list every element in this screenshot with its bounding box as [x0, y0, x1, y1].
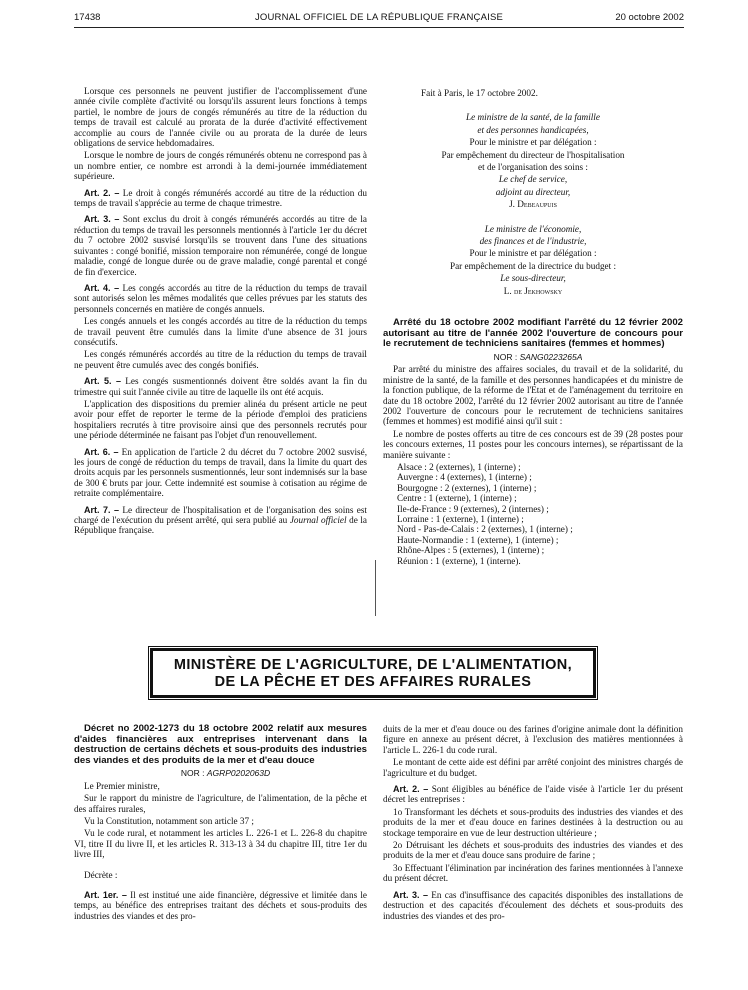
article-label: Art. 6. –	[84, 446, 119, 457]
arrete-title: Arrêté du 18 octobre 2002 modifiant l'arrêté du 12 février 2002 autorisant au titre de l'année 2002 l'ouverture de concours pour le recrutement de techniciens sanitaires (femmes et hommes)	[383, 317, 683, 350]
list-item: Centre : 1 (externe), 1 (interne) ;	[397, 493, 517, 504]
article-label: Art. 1er. –	[84, 890, 127, 901]
article-label: Art. 2. –	[84, 187, 120, 198]
article-label: Art. 7. –	[84, 504, 120, 515]
article-7	[74, 505, 367, 536]
article-3	[74, 214, 367, 276]
signature-line: Par empêchement de la directrice du budget :	[449, 260, 617, 271]
paragraph: Vu le code rural, et notamment les articles L. 226-1 et L. 226-8 du chapitre VI, titre II du livre II, et les articles R. 313-13 à 34 du chapitre III, titre 1er du livre III,	[74, 828, 367, 860]
list-item: Haute-Normandie : 1 (externe), 1 (interne) ;	[397, 534, 559, 545]
paragraph: Lorsque ces personnels ne peuvent justifier de l'accomplissement d'une année civile complète d'activité ou lorsqu'ils assurent leurs fonctions à temps partiel, le nombre de jours de congés rémunérés au titre de la réduction du temps de travail est calculé au prorata de la durée d'activité effectivement accomplie au cours de l'année civile ou au prorata de la durée de leurs obligations de service hebdomadaires.	[74, 86, 367, 149]
paragraph: L'application des dispositions du premier alinéa du présent article ne peut avoir pour effet de reporter le terme de la période d'emploi des praticiens hospitaliers recrutés à titre provisoire ainsi que des personnels recrutés pour une période déterminée ne faisant pas l'objet d'un renouvellement.	[74, 398, 367, 441]
nor-code: SANG0223265A	[519, 351, 583, 362]
signature-line: des finances et de l'industrie,	[479, 236, 587, 247]
signature-line: Le ministre de la santé, de la famille	[466, 112, 600, 123]
running-header	[74, 12, 684, 26]
list-item: Lorraine : 1 (externe), 1 (interne) ;	[397, 513, 524, 524]
article-6	[74, 447, 367, 499]
article-text: En application de l'article 2 du décret du 7 octobre 2002 susvisé, les jours de congé de réduction du temps de travail, dans la limite du quart des droits acquis par les personnels susmentionnés, leur sont indemnisés sur la base de 300 € bruts par jour. Cette indemnité est soumise à cotisation au régime de retraite complémentaire.	[74, 446, 368, 499]
ministry-banner	[150, 648, 596, 698]
list-item: Réunion : 1 (externe), 1 (interne).	[397, 555, 521, 566]
article-text: En cas d'insuffisance des capacités disponibles des installations de destruction et des capacités d'écoulement des déchets et sous-produits des industries des viandes et des pro-	[383, 889, 684, 921]
list-item: Ile-de-France : 9 (externes), 2 (internes) ;	[397, 503, 549, 514]
article-2	[383, 784, 683, 805]
right-column-bottom	[383, 724, 683, 923]
signature-line: Le chef de service,	[498, 174, 568, 185]
signature-line: Pour le ministre et par délégation :	[469, 137, 597, 148]
fait-a-paris: Fait à Paris, le 17 octobre 2002.	[421, 88, 538, 98]
article-label: Art. 2. –	[393, 784, 429, 795]
article-text: de la République française.	[74, 515, 368, 536]
ministry-line-1: MINISTÈRE DE L'AGRICULTURE, DE L'ALIMENTATION,	[173, 657, 573, 673]
signature-line: Par empêchement du directeur de l'hospitalisation	[441, 149, 625, 160]
article-text: Le directeur de l'hospitalisation et de l'organisation des soins est chargé de l'exécution du présent arrêté, qui sera publié au	[74, 504, 367, 526]
list-item: Rhône-Alpes : 5 (externes), 1 (interne) ;	[397, 545, 545, 556]
journal-officiel-italic: Journal officiel	[289, 515, 347, 526]
article-label: Art. 5. –	[84, 376, 121, 387]
list-item: Auvergne : 4 (externes), 1 (interne) ;	[397, 472, 532, 483]
signature-line: Pour le ministre et par délégation :	[469, 248, 597, 259]
article-label: Art. 3. –	[84, 214, 120, 225]
margin-bar	[375, 560, 376, 616]
article-label: Art. 3. –	[393, 889, 428, 900]
signature-line: et des personnes handicapées,	[477, 124, 589, 135]
header-rule	[74, 27, 684, 28]
signature-line: adjoint au directeur,	[495, 186, 571, 197]
regions-list	[383, 462, 683, 566]
article-text: Sont éligibles au bénéfice de l'aide visée à l'article 1er du présent décret les entreprises :	[383, 784, 683, 805]
paragraph: Par arrêté du ministre des affaires sociales, du travail et de la solidarité, du ministre de la santé, de la famille et des personnes handicapées et du ministre de la fonction publique, de la réforme de l'Etat et de l'aménagement du territoire en date du 18 octobre 2002, l'arrêté du 12 février 2002 autorisant au titre de l'année 2002 l'ouverture de concours pour le recrutement de techniciens sanitaires (femmes et hommes) est modifié ainsi qu'il suit :	[383, 364, 683, 427]
signature-line: et de l'organisation des soins :	[478, 162, 588, 173]
nor-reference	[74, 768, 367, 778]
issue-date: 20 octobre 2002	[615, 12, 684, 23]
ministry-line-2: DE LA PÊCHE ET DES AFFAIRES RURALES	[214, 674, 532, 690]
paragraph: Lorsque le nombre de jours de congés rémunérés obtenu ne correspond pas à un nombre entier, ce nombre est arrondi à la demi-journée immédiatement supérieure.	[74, 150, 367, 182]
signatory-name: J. Debeaupuis	[509, 199, 557, 210]
nor-label: NOR :	[493, 351, 520, 362]
paragraph: Le Premier ministre,	[84, 780, 160, 791]
article-text: Les congés susmentionnés doivent être soldés avant la fin du trimestre qui suit l'année civile au titre de laquelle ils ont été acquis.	[74, 376, 367, 397]
list-item: 2o Détruisant les déchets et sous-produits des industries des viandes et des produits de la mer et d'eau douce sans produire de farine ;	[383, 840, 683, 861]
list-item: 1o Transformant les déchets et sous-produits des industries des viandes et des produits de la mer et d'eau douce en farines destinées à la destruction ou au stockage temporaire en vue de leur destruction ultérieure ;	[383, 806, 683, 838]
left-column-top	[74, 86, 367, 538]
page-number: 17438	[74, 12, 101, 23]
list-item: Nord - Pas-de-Calais : 2 (externes), 1 (interne) ;	[397, 524, 573, 535]
list-item: 3o Effectuant l'élimination par incinération des farines mentionnées à l'annexe du présent décret.	[383, 862, 683, 884]
right-column-top	[383, 88, 683, 566]
article-label: Art. 4. –	[84, 282, 120, 293]
signatory-name: L. de Jekhowsky	[503, 285, 563, 296]
article-text: Sont exclus du droit à congés rémunérés accordés au titre de la réduction du temps de travail les personnels mentionnés à l'article 1er du décret du 7 octobre 2002 susvisé lorsqu'ils se trouvent dans l'une des situations suivantes : congé bonifié, mission temporaire non rémunérée, congé de longue maladie, congé de longue durée ou de grave maladie, congé parental et congé de fin d'exercice.	[74, 214, 367, 277]
article-3	[383, 890, 683, 921]
article-text: Il est institué une aide financière, dégressive et limitée dans le temps, au bénéfice des entreprises traitant des déchets et sous-produits des industries des viandes et des pro-	[74, 890, 367, 921]
list-item: Bourgogne : 2 (externes), 1 (interne) ;	[397, 482, 537, 493]
paragraph: Le montant de cette aide est défini par arrêté conjoint des ministres chargés de l'agriculture et du budget.	[383, 757, 683, 778]
list-item: Alsace : 2 (externes), 1 (interne) ;	[397, 461, 521, 472]
article-text: Le droit à congés rémunérés accordé au titre de la réduction du temps de travail s'apprécie au terme de chaque trimestre.	[74, 187, 367, 209]
article-text: Les congés accordés au titre de la réduction du temps de travail sont autorisés selon les mêmes modalités que celles prévues par les statuts des personnels concernés en matière de congés annuels.	[74, 282, 367, 314]
article-2	[74, 188, 367, 209]
nor-label: NOR :	[180, 768, 207, 779]
signature-line: Le sous-directeur,	[500, 273, 566, 284]
left-column-bottom	[74, 724, 367, 923]
paragraph: Vu la Constitution, notamment son article 37 ;	[84, 816, 254, 826]
article-5	[74, 376, 367, 397]
signature-line: Le ministre de l'économie,	[484, 223, 582, 234]
article-4	[74, 283, 367, 314]
article-1	[74, 890, 367, 921]
paragraph: Les congés rémunérés accordés au titre de la réduction du temps de travail ne peuvent être cumulés avec des congés bonifiés.	[74, 349, 367, 370]
decrete: Décrète :	[84, 869, 118, 880]
decret-title: Décret no 2002-1273 du 18 octobre 2002 relatif aux mesures d'aides financières aux entreprises intervenant dans la destruction de certains déchets et sous-produits des industries des viandes et des produits de la mer et d'eau douce	[74, 723, 367, 766]
journal-title: JOURNAL OFFICIEL DE LA RÉPUBLIQUE FRANÇAISE	[254, 12, 504, 23]
nor-reference	[383, 352, 683, 362]
paragraph: Sur le rapport du ministre de l'agriculture, de l'alimentation, de la pêche et des affaires rurales,	[74, 793, 367, 814]
paragraph: duits de la mer et d'eau douce ou des farines d'origine animale dont la définition figure en annexe au présent décret, à l'exclusion des matières mentionnées à l'article L. 226-1 du code rural.	[383, 724, 683, 755]
nor-code: AGRP0202063D	[206, 768, 271, 779]
paragraph: Le nombre de postes offerts au titre de ces concours est de 39 (28 postes pour les concours externes, 11 postes pour les concours internes), se répartissant de la manière suivante :	[383, 428, 683, 460]
paragraph: Les congés annuels et les congés accordés au titre de la réduction du temps de travail peuvent être cumulés dans la limite d'une absence de 31 jours consécutifs.	[74, 316, 367, 347]
